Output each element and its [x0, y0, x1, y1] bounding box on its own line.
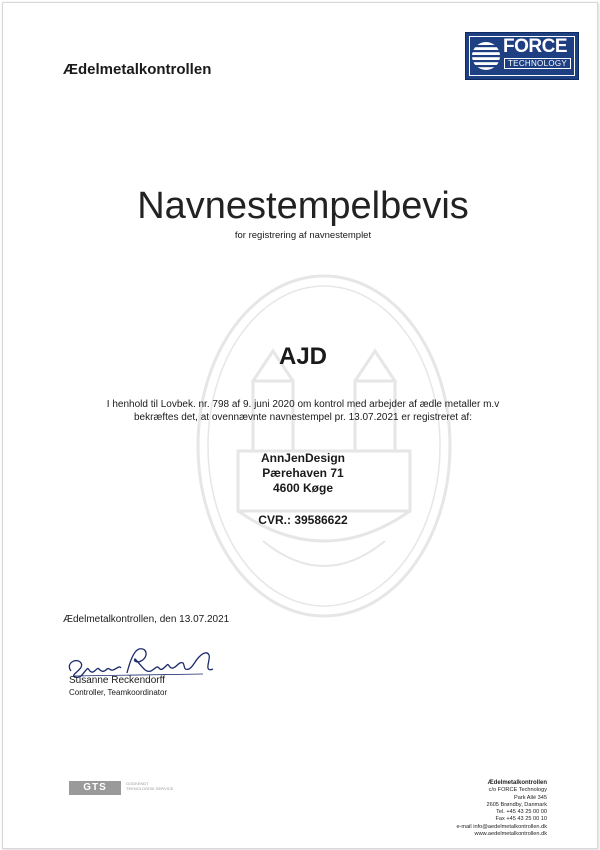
document-title: Navnestempelbevis	[137, 185, 469, 227]
cvr-number: 39586622	[294, 513, 348, 527]
coat-of-arms-watermark	[193, 271, 455, 621]
document-subtitle: for registrering af navnestemplet	[234, 230, 372, 241]
address-tel: Tel. +45 43 25 00 00	[496, 809, 547, 816]
signer-role: Controller, Teamkoordinator	[69, 688, 168, 697]
address-co: c/o FORCE Technology	[488, 787, 547, 794]
company-name: AnnJenDesign	[260, 451, 345, 465]
footer-address	[456, 780, 547, 838]
globe-icon	[471, 39, 501, 73]
signer-name: Susanne Reckendorff	[69, 675, 165, 686]
address-name: Ædelmetalkontrollen	[487, 780, 547, 786]
address-email[interactable]: e-mail info@aedelmetalkontrollen.dk	[456, 823, 547, 830]
cvr-line	[3, 513, 598, 527]
place-and-date: Ædelmetalkontrollen, den 13.07.2021	[63, 614, 230, 625]
logo-sub-text: TECHNOLOGY	[504, 58, 571, 69]
company-address	[3, 451, 598, 496]
company-city: 4600 Køge	[272, 481, 334, 495]
gts-logo: GTS	[69, 781, 121, 795]
organization-name: Ædelmetalkontrollen	[63, 61, 212, 78]
legal-statement	[3, 398, 598, 424]
gts-tagline-line2: TEKNOLOGISK SERVICE	[126, 786, 174, 791]
cvr-label: CVR.:	[258, 513, 291, 527]
gts-tagline-line1: GODKENDT	[126, 781, 149, 786]
legal-statement-line1: I henhold til Lovbek. nr. 798 af 9. juni 2020 om kontrol med arbejder af ædle metaller m.v	[106, 399, 500, 410]
stamp-mark: AJD	[278, 343, 327, 370]
certificate-page	[2, 2, 598, 849]
address-street: Park Allé 345	[514, 794, 547, 801]
company-street: Pærehaven 71	[262, 466, 344, 480]
legal-statement-line2: bekræftes det, at ovennævnte navnestempel pr. 13.07.2021 er registreret af:	[134, 412, 472, 423]
address-web[interactable]: www.aedelmetalkontrollen.dk	[474, 831, 547, 838]
force-technology-logo	[465, 32, 579, 80]
address-city: 2605 Brøndby, Danmark	[486, 801, 547, 808]
address-fax: Fax +45 43 25 00 10	[495, 816, 547, 823]
logo-main-text: FORCE	[503, 36, 567, 57]
gts-tagline	[126, 781, 173, 791]
